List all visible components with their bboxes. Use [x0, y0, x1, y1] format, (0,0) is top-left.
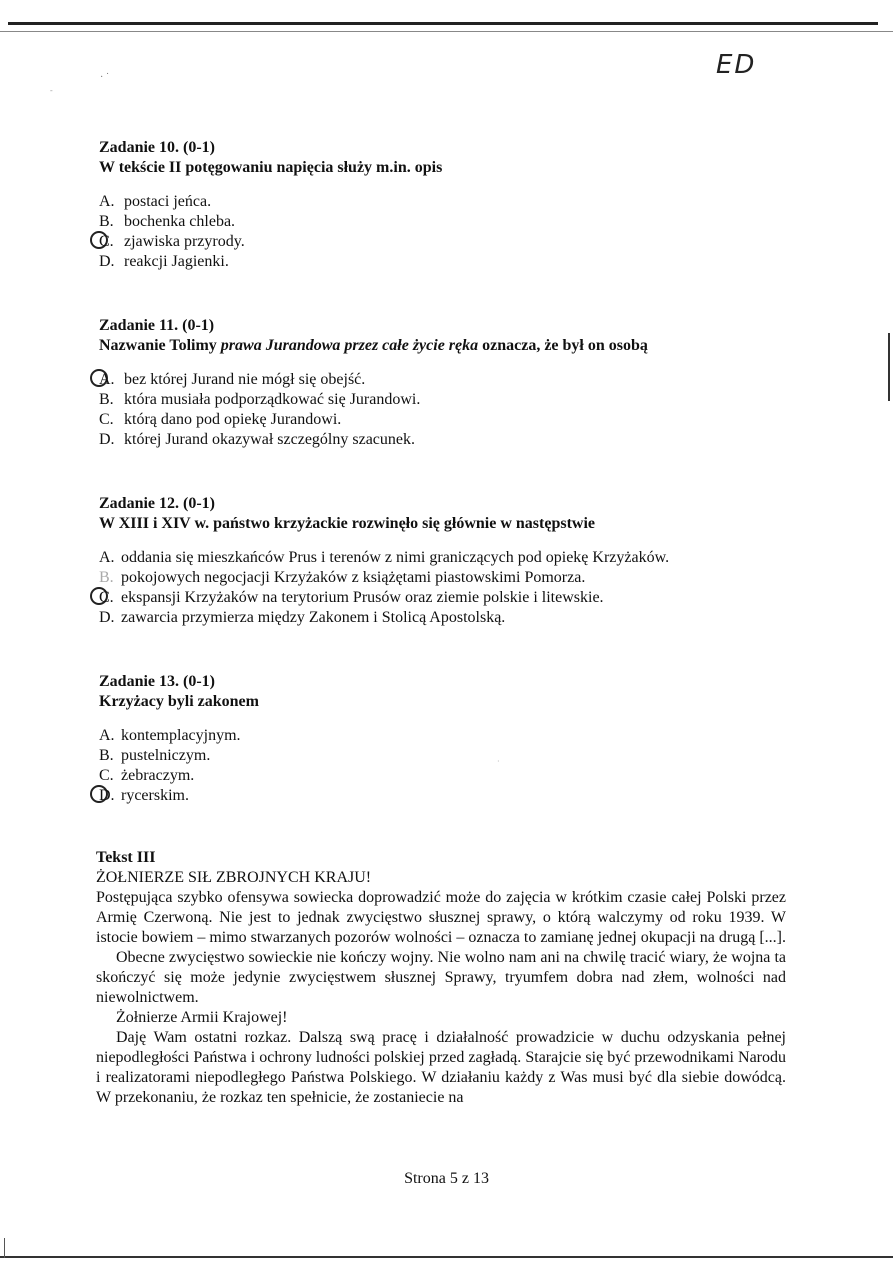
option-letter: C.: [99, 233, 114, 250]
task-title: Zadanie 13. (0-1): [99, 673, 215, 690]
text-headline: ŻOŁNIERZE SIŁ ZBROJNYCH KRAJU!: [96, 869, 372, 886]
option-text: ekspansji Krzyżaków na terytorium Prusów oraz ziemie polskie i litewskie.: [121, 589, 604, 606]
option-letter: D.: [99, 253, 115, 270]
top-rule: [8, 22, 878, 25]
question-prefix: Nazwanie Tolimy: [99, 337, 221, 354]
option-text: żebraczym.: [121, 767, 195, 784]
option-text: postaci jeńca.: [124, 193, 212, 210]
task-13: [99, 672, 259, 806]
page-number: Strona 5 z 13: [404, 1170, 489, 1187]
task-question: Krzyżacy byli zakonem: [99, 693, 259, 710]
task-question: W tekście II potęgowaniu napięcia służy m.in. opis: [99, 159, 443, 176]
answer-options: [99, 192, 442, 272]
option-text: zjawiska przyrody.: [124, 233, 245, 250]
task-title: Zadanie 11. (0-1): [99, 317, 215, 334]
option-b[interactable]: [99, 746, 259, 766]
option-letter: B.: [99, 213, 114, 230]
option-text: bochenka chleba.: [124, 213, 236, 230]
scan-speck: -: [50, 86, 53, 95]
option-b[interactable]: [99, 390, 648, 410]
text-paragraph: Żołnierze Armii Krajowej!: [116, 1009, 288, 1026]
text-paragraph: Daję Wam ostatni rozkaz. Dalszą swą pracę i działalność prowadzicie w duchu odzyskania pełnej niepodległości Państwa i ochrony ludności polskiej przed zagładą. Starajcie się być przewodnikami Narodu i realizatorami niepodległego Państwa Polskiego. W działaniu każdy z Was musi być dla siebie dowódcą. W przekonaniu, że rozkaz ten spełnicie, że zostaniecie na: [96, 1029, 786, 1106]
option-letter: B.: [99, 391, 114, 408]
option-letter: A.: [99, 371, 115, 388]
option-a[interactable]: [99, 726, 259, 746]
margin-mark: [888, 333, 890, 401]
option-letter: D.: [99, 787, 115, 804]
task-10: [99, 138, 442, 272]
option-letter: B.: [99, 569, 114, 586]
option-text: którą dano pod opiekę Jurandowi.: [124, 411, 342, 428]
text-label: Tekst III: [96, 849, 156, 866]
option-c[interactable]: [99, 232, 442, 252]
option-d[interactable]: [99, 786, 259, 806]
option-letter: C.: [99, 767, 114, 784]
corner-mark: [4, 1238, 5, 1258]
option-d[interactable]: [99, 252, 442, 272]
option-text: kontemplacyjnym.: [121, 727, 241, 744]
text-paragraph: Postępująca szybko ofensywa sowiecka doprowadzić może do zajęcia w krótkim czasie całej Polski przez Armię Czerwoną. Nie jest to jednak zwycięstwo słusznej sprawy, o którą walczymy od roku 1939. W istocie bowiem – mimo stwarzanych pozorów wolności – oznacza to zamianę jednej okupacji na drugą [...].: [96, 889, 786, 946]
option-text: bez której Jurand nie mógł się obejść.: [124, 371, 366, 388]
option-text: której Jurand okazywał szczególny szacunek.: [124, 431, 415, 448]
task-question: W XIII i XIV w. państwo krzyżackie rozwinęło się głównie w następstwie: [99, 515, 596, 532]
option-letter: D.: [99, 431, 115, 448]
option-text: pokojowych negocjacji Krzyżaków z książętami piastowskimi Pomorza.: [121, 569, 586, 586]
option-letter: A.: [99, 727, 115, 744]
option-letter: A.: [99, 193, 115, 210]
option-text: która musiała podporządkować się Jurandowi.: [124, 391, 421, 408]
task-question: [99, 336, 648, 356]
option-letter: C.: [99, 589, 114, 606]
top-rule-thin: [0, 31, 893, 32]
option-d[interactable]: [99, 430, 648, 450]
bottom-rule: [0, 1256, 893, 1258]
text-paragraph: Obecne zwycięstwo sowieckie nie kończy wojny. Nie wolno nam ani na chwilę tracić wiary, że wojna ta skończyć się może jedynie zwycięstwem słusznej Sprawy, tryumfem dobra nad złem, wolności nad niewolnictwem.: [96, 949, 786, 1006]
option-c[interactable]: [99, 766, 259, 786]
question-suffix: oznacza, że był on osobą: [478, 337, 648, 354]
option-letter: A.: [99, 549, 115, 566]
option-letter: C.: [99, 411, 114, 428]
option-letter: D.: [99, 609, 115, 626]
option-text: oddania się mieszkańców Prus i terenów z nimi graniczących pod opiekę Krzyżaków.: [121, 549, 670, 566]
option-text: rycerskim.: [121, 787, 189, 804]
option-letter: B.: [99, 747, 114, 764]
option-a[interactable]: [99, 548, 670, 568]
answer-options: [99, 726, 259, 806]
handwritten-initials: ED: [716, 50, 757, 80]
option-text: reakcji Jagienki.: [124, 253, 229, 270]
task-12: [99, 494, 670, 628]
option-d[interactable]: [99, 608, 595, 628]
option-b[interactable]: [99, 212, 442, 232]
option-a[interactable]: [99, 370, 648, 390]
option-text: zawarcia przymierza między Zakonem i Stolicą Apostolską.: [121, 609, 506, 626]
option-text: pustelniczym.: [121, 747, 211, 764]
reading-text-3: [96, 848, 786, 1108]
option-c[interactable]: [99, 410, 648, 430]
task-11: [99, 316, 648, 450]
task-title: Zadanie 12. (0-1): [99, 495, 215, 512]
answer-options: [99, 370, 648, 450]
scan-speck: ·: [497, 757, 500, 766]
answer-options: [99, 548, 670, 628]
option-b[interactable]: [99, 568, 595, 588]
scan-speck: · ˙: [100, 72, 110, 83]
task-title: Zadanie 10. (0-1): [99, 139, 215, 156]
option-a[interactable]: [99, 192, 442, 212]
question-quote: prawa Jurandowa przez całe życie ręka: [220, 337, 479, 354]
option-c[interactable]: [99, 588, 604, 608]
